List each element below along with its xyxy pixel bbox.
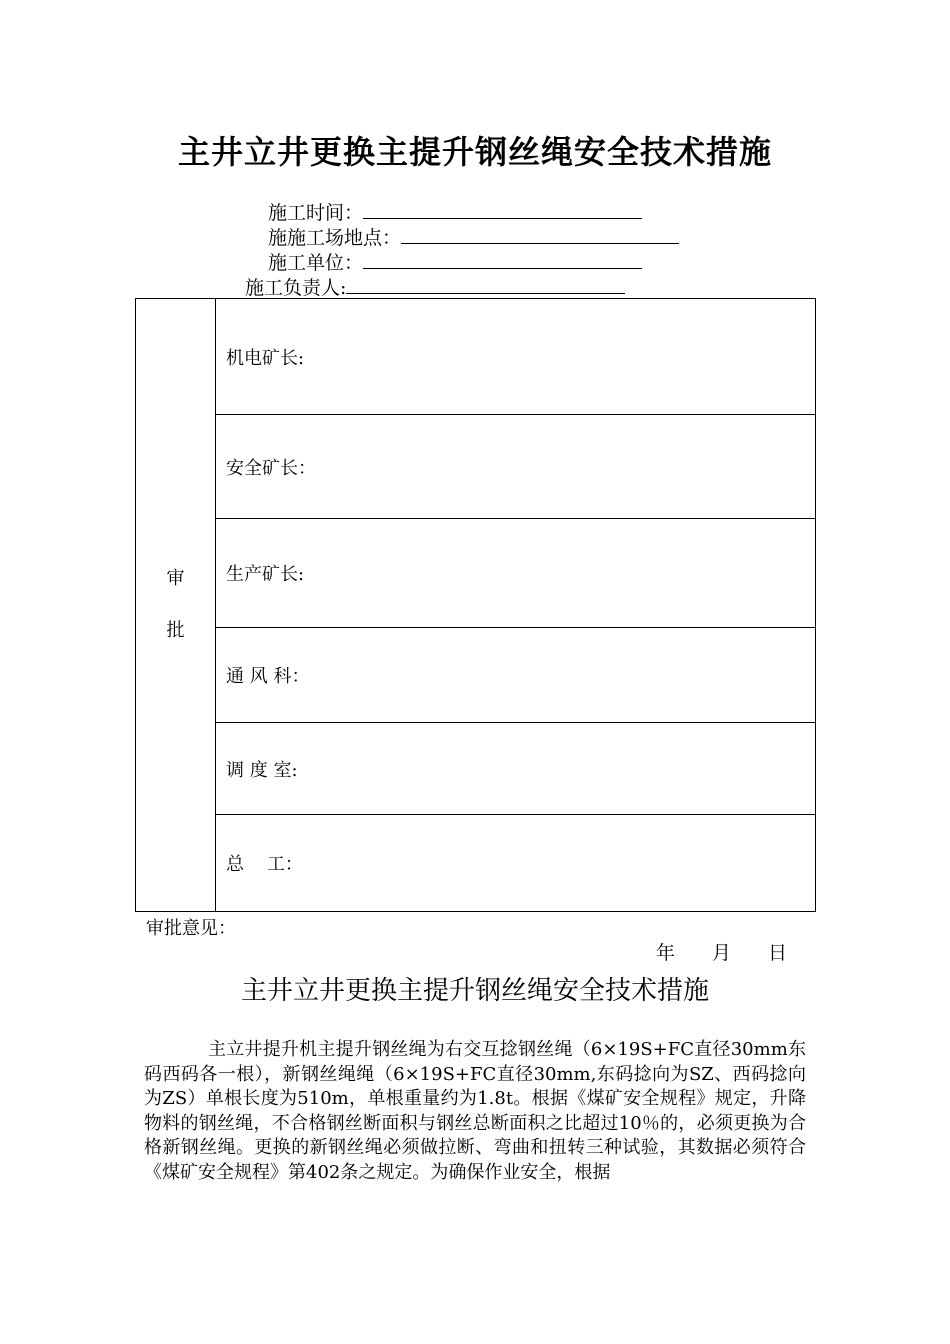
construction-time-field xyxy=(268,200,642,225)
approval-table xyxy=(135,298,816,912)
approval-row xyxy=(136,815,816,912)
approval-ventilation-label: 通 风 科： xyxy=(226,666,310,687)
construction-leader-blank[interactable] xyxy=(346,275,625,294)
date-month: 月 xyxy=(712,942,732,964)
approval-dispatch-cell[interactable] xyxy=(216,723,816,815)
approval-dispatch-label: 调 度 室: xyxy=(226,759,298,781)
construction-unit-field xyxy=(268,250,642,275)
approval-row xyxy=(136,628,816,723)
construction-leader-label: 施工负责人: xyxy=(245,277,347,299)
approval-row xyxy=(136,299,816,415)
construction-unit-label: 施工单位： xyxy=(268,252,364,274)
approval-row xyxy=(136,723,816,815)
construction-place-blank[interactable] xyxy=(401,225,679,244)
approval-side-char-2: 批 xyxy=(166,620,185,641)
approval-safety-label: 安全矿长： xyxy=(226,457,316,479)
approval-safety-cell[interactable] xyxy=(216,415,816,519)
document-title: 主井立井更换主提升钢丝绳安全技术措施 xyxy=(177,133,772,171)
approval-production-label: 生产矿长: xyxy=(226,564,305,585)
approval-chief-engineer-cell[interactable] xyxy=(216,815,816,912)
approval-chief-engineer-label: 总 工： xyxy=(226,854,303,875)
approval-opinion-label: 审批意见： xyxy=(146,918,236,939)
approval-row xyxy=(136,415,816,519)
approval-ventilation-cell[interactable] xyxy=(216,628,816,723)
approval-electromechanical-label: 机电矿长: xyxy=(226,347,305,369)
construction-time-label: 施工时间： xyxy=(268,202,364,224)
date-line xyxy=(656,938,787,965)
construction-leader-field xyxy=(245,275,625,300)
approval-electromechanical-cell[interactable] xyxy=(216,299,816,415)
construction-place-field xyxy=(268,225,679,250)
date-day: 日 xyxy=(768,942,788,964)
construction-unit-blank[interactable] xyxy=(363,250,642,269)
body-paragraph: 主立井提升机主提升钢丝绳为右交互捻钢丝绳（6×19S+FC直径30mm东码西码各一根），新钢丝绳绳（6×19S+FC直径30mm,东码捻向为SZ、西码捻向为ZS）单根长度为510m，单根重量约为1.8t。根据《煤矿安全规程》规定，升降物料的钢丝绳，不合格钢丝断面积与钢丝总断面积之比超过10％的，必须更换为合格新钢丝绳。更换的新钢丝绳必须做拉断、弯曲和扭转三种试验，其数据必须符合《煤矿安全规程》第402条之规定。为确保作业安全，根据 xyxy=(144,1039,806,1183)
construction-time-blank[interactable] xyxy=(363,200,642,219)
date-year: 年 xyxy=(656,942,676,964)
approval-production-cell[interactable] xyxy=(216,519,816,628)
construction-place-label: 施施工场地点： xyxy=(268,227,402,249)
approval-side-label xyxy=(136,299,216,912)
approval-side-char-1: 审 xyxy=(166,568,185,589)
section-title: 主井立井更换主提升钢丝绳安全技术措施 xyxy=(240,976,709,1006)
approval-row xyxy=(136,519,816,628)
